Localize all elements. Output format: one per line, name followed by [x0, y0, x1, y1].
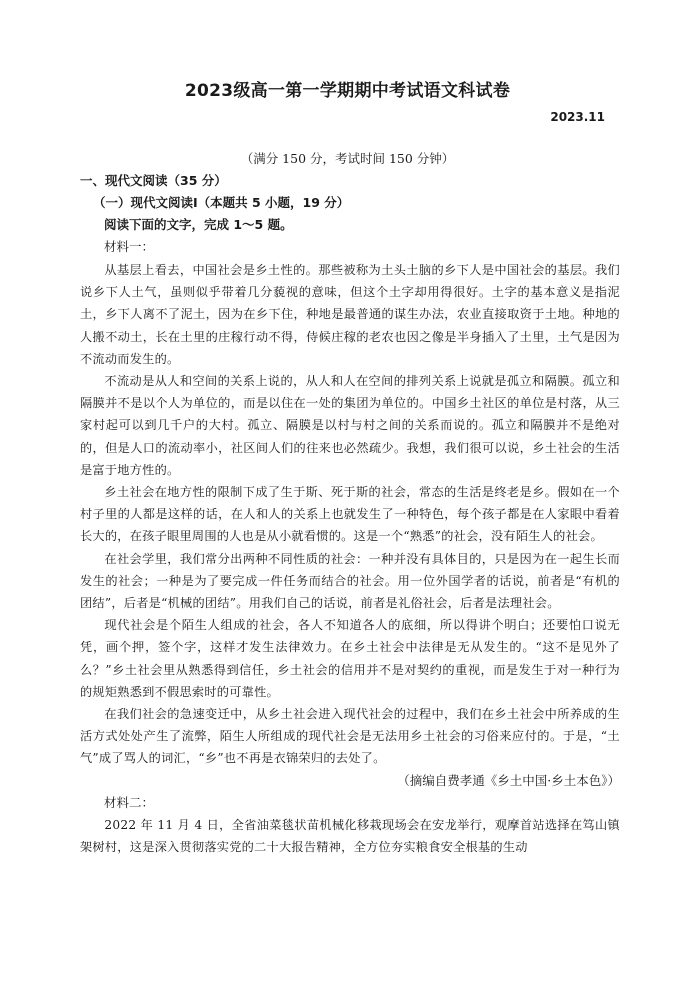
- material1-paragraph: 现代社会是个陌生人组成的社会，各人不知道各人的底细，所以得讲个明白；还要怕口说无凭，画个押，签个字，这样才发生法律效力。在乡土社会中法律是无从发生的。“这不是见外了么？”乡土社会里从熟悉得到信任，乡土社会的信用并不是对契约的重视，而是发生于对一种行为的规矩熟悉到不假思索时的可靠性。: [80, 618, 620, 699]
- exam-date: 2023.11: [550, 110, 605, 124]
- material1-paragraph: 从基层上看去，中国社会是乡土性的。那些被称为土头土脑的乡下人是中国社会的基层。我们说乡下人土气，虽则似乎带着几分藐视的意味，但这个土字却用得很好。土字的基本意义是指泥土，乡下人离不了泥土，因为在乡下住，种地是最普通的谋生办法，农业直接取资于土地。种地的人搬不动土，长在土里的庄稼行动不得，侍候庄稼的老农也因之像是半身插入了土里，土气是因为不流动而发生的。: [80, 263, 620, 366]
- material1-label: 材料一：: [104, 239, 155, 254]
- material1-paragraph: 在我们社会的急速变迁中，从乡土社会进入现代社会的过程中，我们在乡土社会中所养成的生活方式处处产生了流弊，陌生人所组成的现代社会是无法用乡土社会的习俗来应付的。于是，“土气”成了骂人的词汇，“乡”也不再是衣锦荣归的去处了。: [80, 707, 620, 766]
- exam-title: 2023级高一第一学期期中考试语文科试卷: [184, 81, 511, 101]
- material2-label: 材料二：: [104, 794, 155, 810]
- reading-instruction: 阅读下面的文字，完成 1～5 题。: [104, 217, 293, 232]
- passage-body: [80, 259, 620, 858]
- material1-paragraph: 在社会学里，我们常分出两种不同性质的社会：一种并没有具体目的，只是因为在一起生长而发生的社会；一种是为了要完成一件任务而结合的社会。用一位外国学者的话说，前者是“有机的团结”，后者是“机械的团结”。用我们自己的话说，前者是礼俗社会，后者是法理社会。: [80, 551, 620, 611]
- section-subheading: （一）现代文阅读Ⅰ（本题共 5 小题，19 分）: [93, 195, 350, 210]
- material2-paragraph: 2022 年 11 月 4 日，全省油菜毯状苗机械化移栽现场会在安龙举行，观摩首站选择在笃山镇架树村，这是深入贯彻落实党的二十大报告精神，全方位夯实粮食安全根基的生动: [80, 818, 620, 855]
- material1-source: （摘编自费孝通《乡土中国·乡土本色》）: [397, 772, 620, 788]
- section-heading: 一、现代文阅读（35 分）: [80, 173, 227, 188]
- material1-paragraph: 不流动是从人和空间的关系上说的，从人和人在空间的排列关系上说就是孤立和隔膜。孤立和隔膜并不是以个人为单位的，而是以住在一处的集团为单位的。中国乡土社区的单位是村落，从三家村起可以到几千户的大村。孤立、隔膜是以村与村之间的关系而说的。孤立和隔膜并不是绝对的，但是人口的流动率小，社区间人们的往来也必然疏少。我想，我们很可以说，乡土社会的生活是富于地方性的。: [80, 374, 620, 477]
- material1-paragraph: 乡土社会在地方性的限制下成了生于斯、死于斯的社会，常态的生活是终老是乡。假如在一个村子里的人都是这样的话，在人和人的关系上也就发生了一种特色，每个孩子都是在人家眼中看着长大的，在孩子眼里周围的人也是从小就看惯的。这是一个“熟悉”的社会，没有陌生人的社会。: [80, 485, 620, 544]
- exam-note: （满分 150 分，考试时间 150 分钟）: [240, 151, 455, 166]
